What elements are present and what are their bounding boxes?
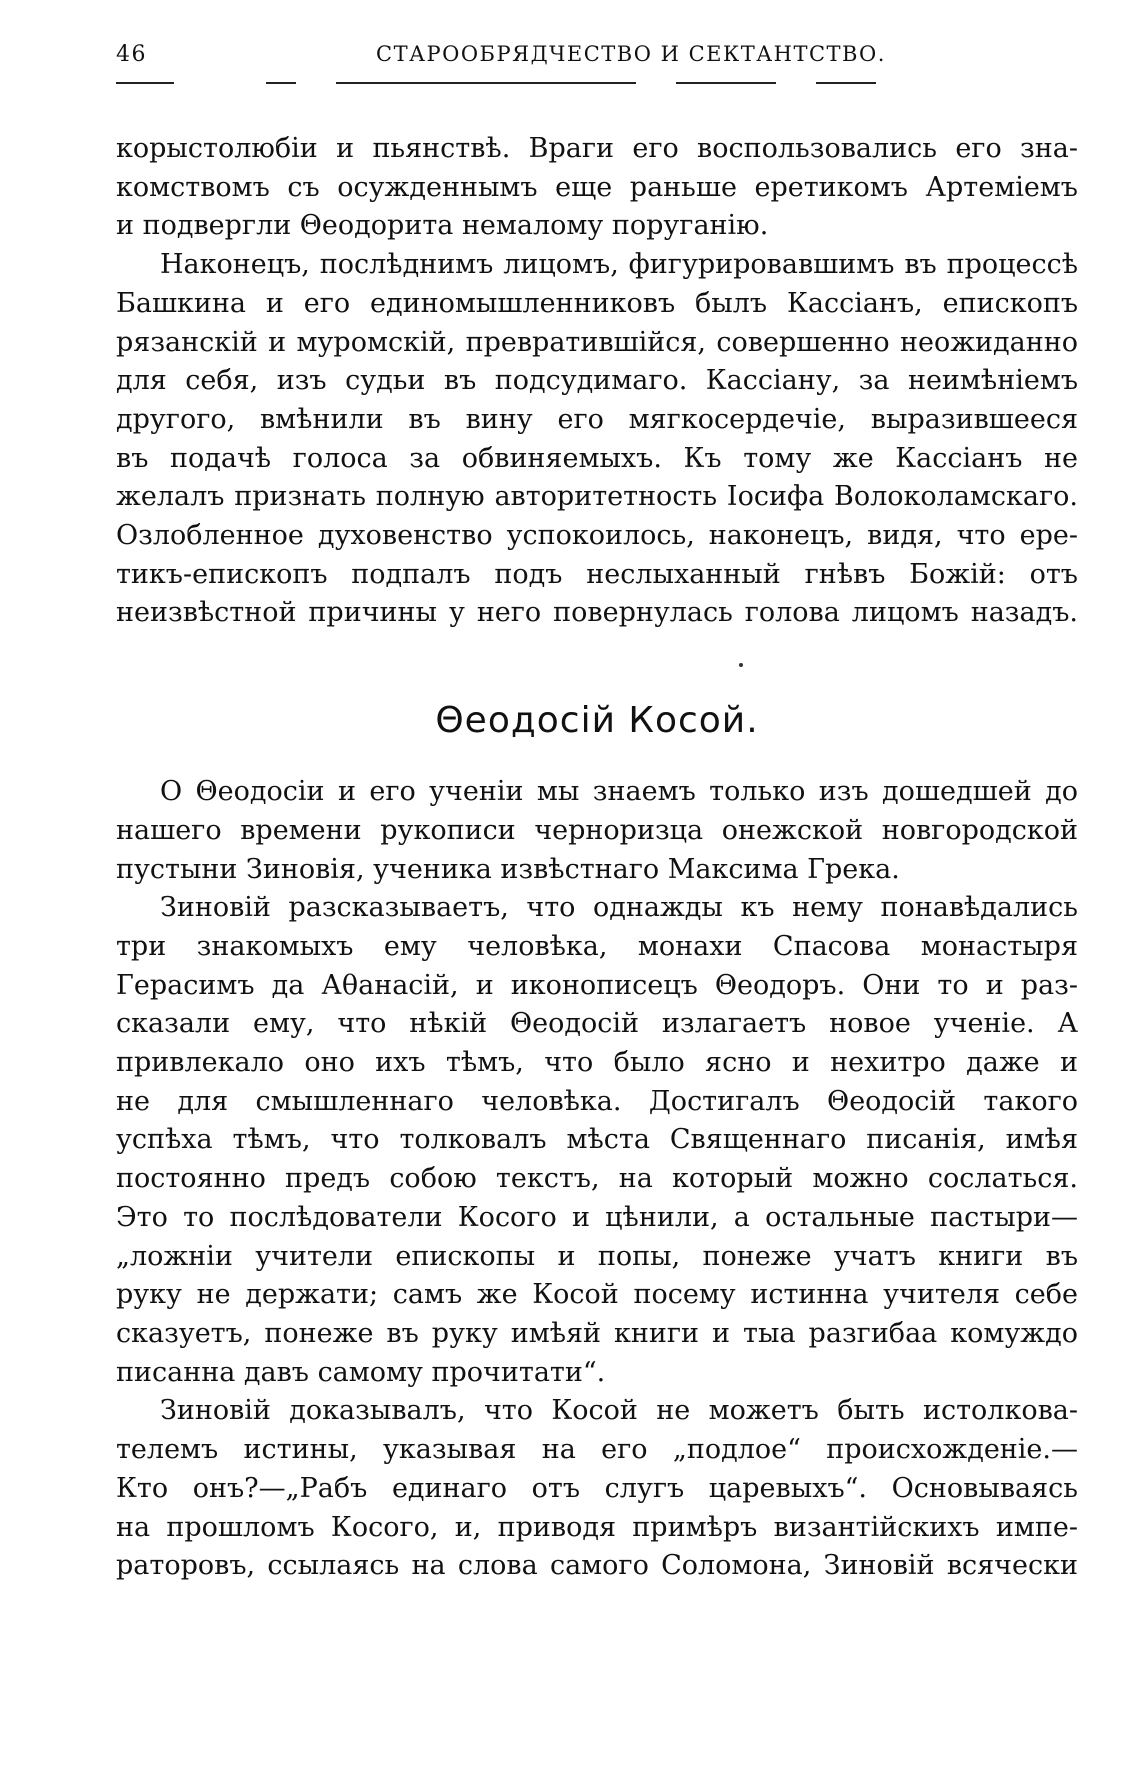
text-line: Наконецъ, послѣднимъ лицомъ, фигурировавшимъ въ процессѣ [160, 249, 1078, 281]
text-line: желалъ признать полную авторитетность Іосифа Волоколамскаго. [116, 481, 1078, 513]
text-line: О Θеодосіи и его ученіи мы знаемъ только изъ дошедшей до [160, 776, 1078, 808]
text-line: сказуетъ, понеже въ руку имѣяй книги и тыа разгибаа комуждо [116, 1317, 1078, 1349]
text-line: Кто онъ?—„Рабъ единаго отъ слугъ царевыхъ“. Основываясь [116, 1472, 1078, 1504]
header-rule [816, 82, 876, 84]
text-line: руку не держати; самъ же Косой посему истинна учителя себе [116, 1279, 1078, 1311]
text-line: рязанскій и муромскій, превратившійся, совершенно неожиданно [116, 326, 1078, 358]
text-line: въ подачѣ голоса за обвиняемыхъ. Къ тому же Кассіанъ не [116, 442, 1078, 474]
text-line: Зиновій разсказываетъ, что однажды къ нему понавѣдались [160, 892, 1078, 924]
paragraph [116, 773, 1078, 889]
paragraph [116, 130, 1078, 246]
header-rule [676, 82, 776, 84]
text-line: для себя, изъ судьи въ подсудимаго. Кассіану, за неимѣніемъ [116, 365, 1078, 397]
page-number: 46 [116, 42, 147, 67]
text-line: сказали ему, что нѣкій Θеодосій излагаетъ новое ученіе. А [116, 1008, 1078, 1040]
text-line: Зиновій доказывалъ, что Косой не можетъ быть истолкова- [160, 1395, 1078, 1427]
text-line: постоянно предъ собою текстъ, на который можно сослаться. [116, 1163, 1078, 1195]
text-line: телемъ истины, указывая на его „подлое“ происхожденіе.— [116, 1434, 1078, 1466]
header-rule [116, 82, 174, 84]
paragraph [116, 889, 1078, 1392]
book-page [116, 38, 1078, 1586]
section-title: Θеодосій Косой. [435, 700, 759, 742]
section-break [116, 633, 1078, 683]
text-line: Башкина и его единомышленниковъ былъ Кассіанъ, епископъ [116, 287, 1078, 319]
text-line: корыстолюбіи и пьянствѣ. Враги его воспользовались его зна- [116, 133, 1078, 164]
text-line: и подвергли Θеодорита немалому поруганію. [116, 210, 769, 242]
text-line: тикъ-епископъ подпалъ подъ неслыханный гнѣвъ Божій: отъ [116, 558, 1078, 590]
text-line: три знакомыхъ ему человѣка, монахи Спасова монастыря [116, 930, 1078, 962]
text-line: писанна давъ самому прочитати“. [116, 1356, 606, 1388]
text-line: другого, вмѣнили въ вину его мягкосердечіе, выразившееся [116, 403, 1078, 435]
body-text [116, 130, 1078, 1586]
text-line: не для смышленнаго человѣка. Достигалъ Θеодосій такого [116, 1085, 1078, 1117]
ornament-dot [739, 663, 743, 667]
text-line: Герасимъ да Аθанасій, и иконописецъ Θеодоръ. Они то и раз- [116, 969, 1078, 1001]
text-line: неизвѣстной причины у него повернулась голова лицомъ назадъ. [116, 597, 1078, 629]
text-line: пустыни Зиновія, ученика извѣстнаго Максима Грека. [116, 853, 900, 885]
text-line: нашего времени рукописи черноризца онежской новгородской [116, 814, 1078, 846]
header-rule [266, 82, 296, 84]
paragraph [116, 246, 1078, 633]
text-line: раторовъ, ссылаясь на слова самого Соломона, Зиновій всячески [116, 1550, 1078, 1582]
text-line: „ложніи учители епископы и попы, понеже учатъ книги въ [116, 1240, 1078, 1272]
text-line: привлекало оно ихъ тѣмъ, что было ясно и нехитро даже и [116, 1047, 1078, 1079]
running-head [116, 38, 1078, 72]
running-title: СТАРООБРЯДЧЕСТВО И СЕКТАНТСТВО. [376, 42, 886, 66]
text-line: на прошломъ Косого, и, приводя примѣръ византійскихъ импе- [116, 1511, 1078, 1543]
text-line: успѣха тѣмъ, что толковалъ мѣста Священнаго писанія, имѣя [116, 1124, 1078, 1156]
text-line: комствомъ съ осужденнымъ еще раньше еретикомъ Артеміемъ [116, 171, 1078, 203]
header-rule [336, 82, 636, 84]
text-line: Это то послѣдователи Косого и цѣнили, а остальные пастыри— [116, 1201, 1078, 1233]
paragraph [116, 1392, 1078, 1586]
text-line: Озлобленное духовенство успокоилось, наконецъ, видя, что ере- [116, 520, 1078, 552]
